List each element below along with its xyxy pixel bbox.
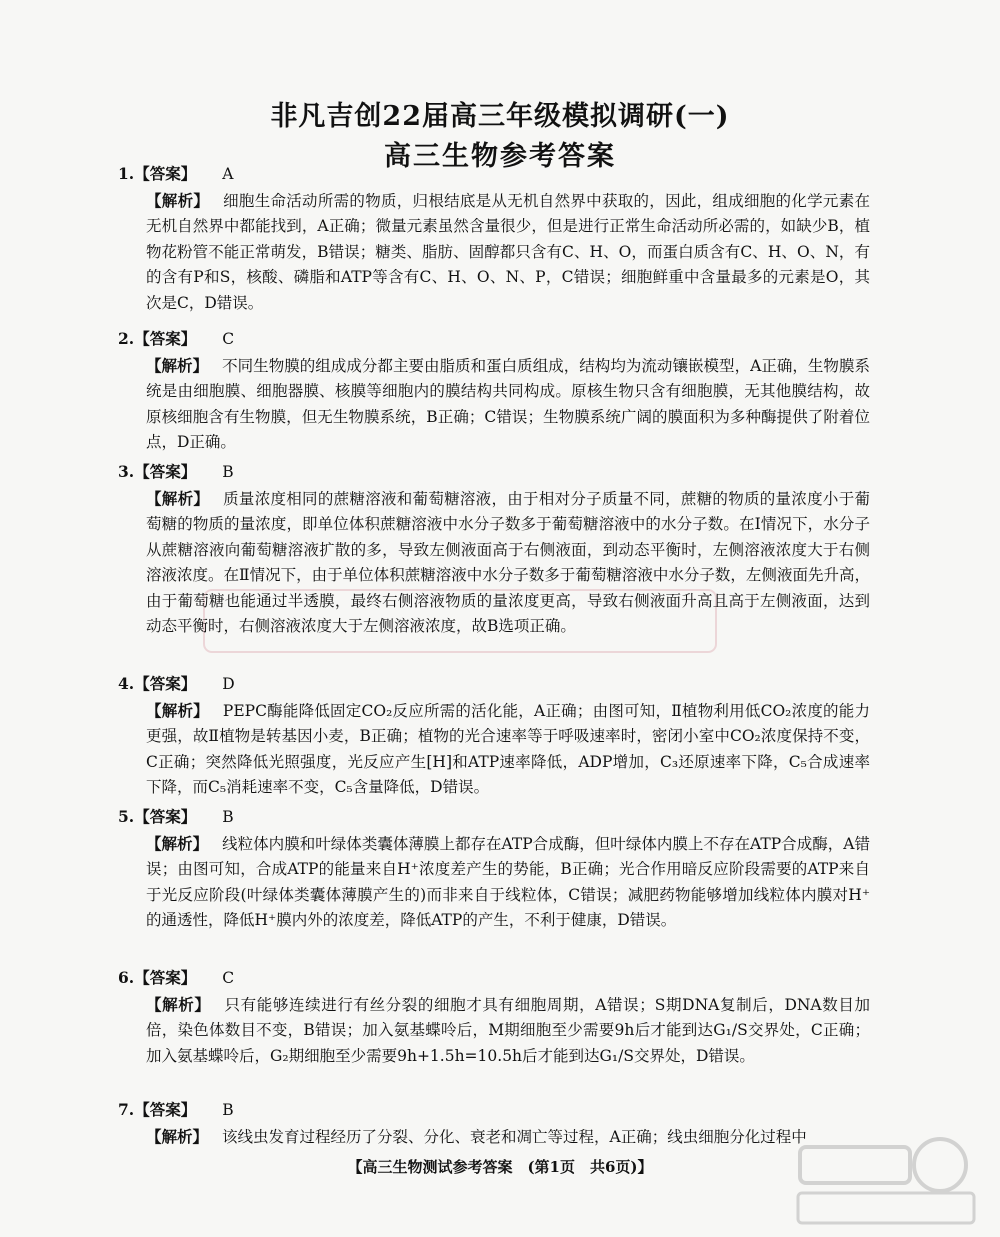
- analysis-label: 【解析】: [146, 995, 211, 1014]
- answer-label: 【答案】: [134, 462, 197, 481]
- question-number: 5.: [118, 807, 135, 826]
- answer-label: 【答案】: [134, 968, 197, 987]
- answer-line: [118, 1098, 234, 1120]
- question-number: 4.: [118, 674, 135, 693]
- answer-line: [118, 805, 234, 827]
- analysis-label: 【解析】: [146, 356, 209, 375]
- question-number: 2.: [118, 329, 135, 348]
- analysis-label: 【解析】: [146, 834, 209, 853]
- answer-line: [118, 327, 234, 349]
- answer-line: [118, 460, 234, 482]
- analysis-text: 该线虫发育过程经历了分裂、分化、衰老和凋亡等过程，A正确；线虫细胞分化过程中: [222, 1128, 807, 1146]
- analysis-text: 质量浓度相同的蔗糖溶液和葡萄糖溶液，由于相对分子质量不同，蔗糖的物质的量浓度小于葡萄糖的物质的量浓度，即单位体积蔗糖溶液中水分子数多于葡萄糖溶液中的水分子数。在Ⅰ情况下，水分子从蔗糖溶液向葡萄糖溶液扩散的多，导致左侧液面高于右侧液面，到动态平衡时，左侧溶液浓度大于右侧溶液浓度。在Ⅱ情况下，由于单位体积蔗糖溶液中水分子数多于葡萄糖溶液中水分子数，左侧液面先升高，由于葡萄糖也能通过半透膜，最终右侧溶液物质的量浓度更高，导致右侧液面升高且高于左侧液面，达到动态平衡时，右侧溶液浓度大于左侧溶液浓度，故B选项正确。: [146, 490, 870, 636]
- answer-label: 【答案】: [134, 674, 197, 693]
- answer-line: [118, 966, 234, 988]
- analysis-label: 【解析】: [146, 489, 210, 508]
- answer-value: C: [222, 330, 235, 348]
- answer-value: B: [222, 808, 234, 826]
- answer-value: A: [222, 165, 234, 183]
- document-subtitle: 高三生物参考答案: [384, 141, 616, 172]
- analysis-text: 不同生物膜的组成成分都主要由脂质和蛋白质组成，结构均为流动镶嵌模型，A正确，生物膜系统是由细胞膜、细胞器膜、核膜等细胞内的膜结构共同构成。原核生物只含有细胞膜，无其他膜结构，故原核细胞含有生物膜，但无生物膜系统，B正确；C错误；生物膜系统广阔的膜面积为多种酶提供了附着位点，D正确。: [146, 357, 870, 452]
- analysis-paragraph: [146, 353, 870, 456]
- analysis-label: 【解析】: [146, 1127, 209, 1146]
- answer-value: B: [222, 463, 234, 481]
- analysis-paragraph: [146, 698, 870, 801]
- analysis-paragraph: [146, 992, 870, 1069]
- answer-line: [118, 672, 235, 694]
- analysis-paragraph: [146, 831, 870, 934]
- analysis-paragraph: [146, 1124, 870, 1150]
- answer-value: D: [222, 675, 235, 693]
- answer-label: 【答案】: [134, 329, 197, 348]
- analysis-text: 线粒体内膜和叶绿体类囊体薄膜上都存在ATP合成酶，但叶绿体内膜上不存在ATP合成酶，A错误；由图可知，合成ATP的能量来自H⁺浓度差产生的势能，B正确；光合作用暗反应阶段需要的ATP来自于光反应阶段(叶绿体类囊体薄膜产生的)而非来自于线粒体，C错误；减肥药物能够增加线粒体内膜对H⁺的通透性，降低H⁺膜内外的浓度差，降低ATP的产生，不利于健康，D错误。: [146, 835, 870, 930]
- analysis-text: 只有能够连续进行有丝分裂的细胞才具有细胞周期，A错误；S期DNA复制后，DNA数目加倍，染色体数目不变，B错误；加入氨基蝶呤后，M期细胞至少需要9h后才能到达G₁/S交界处，C正确；加入氨基蝶呤后，G₂期细胞至少需要9h+1.5h=10.5h后才能到达G₁/S交界处，D错误。: [146, 996, 870, 1065]
- document-title: 非凡吉创22届高三年级模拟调研(一): [270, 101, 730, 132]
- analysis-label: 【解析】: [146, 191, 210, 210]
- analysis-paragraph: [146, 188, 870, 316]
- answer-value: B: [222, 1101, 234, 1119]
- question-number: 6.: [118, 968, 135, 987]
- answer-value: C: [222, 969, 235, 987]
- site-logo-watermark: [790, 1133, 980, 1228]
- question-number: 7.: [118, 1100, 135, 1119]
- question-number: 1.: [118, 164, 135, 183]
- analysis-text: 细胞生命活动所需的物质，归根结底是从无机自然界中获取的，因此，组成细胞的化学元素在无机自然界中都能找到，A正确；微量元素虽然含量很少，但是进行正常生命活动所必需的，如缺少B，植物花粉管不能正常萌发，B错误；糖类、脂肪、固醇都只含有C、H、O，而蛋白质含有C、H、O、N，有的含有P和S，核酸、磷脂和ATP等含有C、H、O、N、P，C错误；细胞鲜重中含量最多的元素是O，其次是C，D错误。: [146, 192, 870, 312]
- answer-label: 【答案】: [134, 807, 197, 826]
- analysis-label: 【解析】: [146, 701, 209, 720]
- answer-label: 【答案】: [134, 1100, 197, 1119]
- page-footer: 【高三生物测试参考答案 (第1页 共6页)】: [347, 1158, 653, 1176]
- analysis-paragraph: [146, 486, 870, 639]
- question-number: 3.: [118, 462, 135, 481]
- analysis-text: PEPC酶能降低固定CO₂反应所需的活化能，A正确；由图可知，Ⅱ植物利用低CO₂浓度的能力更强，故Ⅱ植物是转基因小麦，B正确；植物的光合速率等于呼吸速率时，密闭小室中CO₂浓度保持不变，C正确；突然降低光照强度，光反应产生[H]和ATP速率降低，ADP增加，C₃还原速率下降，C₅合成速率下降，而C₅消耗速率不变，C₅含量降低，D错误。: [146, 702, 870, 797]
- answer-line: [118, 162, 233, 184]
- answer-label: 【答案】: [134, 164, 197, 183]
